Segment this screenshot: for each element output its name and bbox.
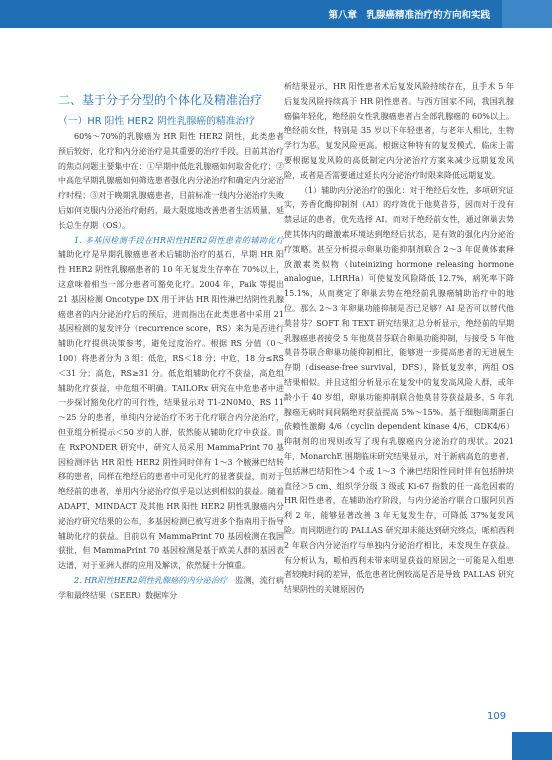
paragraph-3-heading: 2. HR阳性HER2阴性乳腺癌的内分泌治疗: [74, 575, 228, 585]
left-paragraph-3: [58, 574, 284, 604]
left-paragraph-2: [58, 234, 284, 574]
chapter-header-title: 第八章 乳腺癌精准治疗的方向和实践: [328, 10, 490, 21]
header-tab: [502, 0, 552, 28]
corner-block: [512, 732, 552, 760]
right-paragraph-1: 析结果显示，HR 阳性患者术后复发风险持续存在，且手术 5 年后复发风险持续高于 HR 阴性患者。与西方国家不同，我国乳腺癌偏年轻化，绝经前女性乳腺癌患者占全部乳腺癌的 60%以上。绝经前女性，特别是 35 岁以下年轻患者，与老年人相比，生物学行为恶，复发风险更高。根据这种特有的复发模式，临床上需要根据复发风险的高低制定内分泌治疗方案来减少远期复发风险，或者是否需要通过延长内分泌治疗时限来降低远期复发。: [284, 82, 514, 180]
section-title: 二、基于分子分型的个体化及精准治疗: [58, 93, 263, 107]
left-paragraph-1: 60%～70%的乳腺癌为 HR 阳性 HER2 阴性，此类患者预后较好，化疗和内分泌治疗是其重要的治疗手段。目前其治疗的焦点问题主要集中在：①早期中低危乳腺癌如何取舍化疗；②中高危早期乳腺癌如何筛选患者强化内分泌治疗和确定内分泌治疗时程；③对于晚期乳腺癌患者，目前标准一线内分泌治疗失败后如何克服内分泌治疗耐药，最大限度地改善患者生活质量，延长总生存期（OS）。: [58, 132, 284, 230]
paragraph-2-heading: 1. 多基因检测手段在HR阳性HER2阴性患者的辅助化疗: [74, 235, 284, 245]
page-number: 109: [487, 711, 507, 722]
subsection-title: （一）HR 阳性 HER2 阴性乳腺癌的精准治疗: [58, 116, 256, 127]
paragraph-2-body: 辅助化疗是早期乳腺癌患者术后辅助治疗的基石，早期 HR 阳性 HER2 阴性乳腺癌患者的 10 年无复发生存率在 70%以上，这意味着相当一部分患者可豁免化疗。2004 年，Paik 等提出 21 基因检测 Oncotype DX 用于评估 HR 阳性淋巴结阴性乳腺癌患者的内分泌治疗后的预后，进而指出在此类患者中采用 21 基因检测的复发评分（recurrence score，RS）来为是否进行辅助化疗提供决策参考，避免过度治疗。根据 RS 分值（0～100）将患者分为 3 组：低危，RS＜18 分；中危，18 分≤RS＜31 分；高危，RS≥31 分。低危组辅助化疗不获益，高危组辅助化疗获益，中危组不明确。TAILORx 研究在中危患者中进一步探讨豁免化疗的可行性，结果显示对 T1-2N0M0、RS 11～25 分的患者，单纯内分泌治疗不劣于化疗联合内分泌治疗，但亚组分析提示＜50 岁的人群，依然能从辅助化疗中获益。而在 RxPONDER 研究中，研究人员采用 MammaPrint 70 基因检测评估 HR 阳性 HER2 阴性同时伴有 1～3 个腋淋巴结转移的患者，同样在绝经后的患者中可见化疗的显著获益，而对于绝经前的患者，单用内分泌治疗似乎是以达到相似的获益。随着 ADAPT、MINDACT 及其他 HR 阳性 HER2 阴性乳腺癌内分泌治疗研究结果的公布，多基因检测已被写进多个指南用于指导辅助化疗的获益。目前以有 MammaPrint 70 基因检测在我国获批，但 MammaPrint 70 基因检测是基于欧美人群的基因表达谱，对于亚洲人群的应用及解读，依然疑十分慎重。: [58, 250, 284, 571]
left-column: [58, 92, 284, 604]
paragraph-3-body: 监测，流行病学和最终结果（SEER）数据库分: [58, 575, 285, 600]
right-column: [284, 80, 514, 598]
right-paragraph-2: （1）辅助内分泌治疗的强化：对于绝经后女性，多项研究证实，芳香化酶抑制剂（AI）的疗效优于他莫昔芬，因而对于没有禁忌证的患者，优先选择 AI。而对于绝经前女性，通过卵巢去势使其体内的雌激素环境达到绝经后状态，是有效的强化内分泌治疗策略。甚至分析提示卵巢功能抑制剂联合 2～3 年促黄体素释放激素类似物（luteinizing hormone releasing hormone analogue，LHRHa）可使复发风险降低 12.7%，病死率下降 15.1%，从而奠定了卵巢去势在绝经前乳腺癌辅助治疗中的地位。那么 2～3 年卵巢功能抑制是否已足够？AI 是否可以替代他莫昔芬？SOFT 和 TEXT 研究结果汇总分析显示，绝经前的早期乳腺癌患者接受 5 年他莫昔芬联合卵巢功能抑制，与接受 5 年他莫昔芬联合卵巢功能抑制相比，能够进一步提高患者的无进展生存期（disease-free survival，DFS），降低复发率，两组 OS 结果相似。并且这组分析显示在复发中的复发高风险人群，或年龄小于 40 岁组，卵巢功能抑制联合他莫昔芬获益最多，5 年乳腺癌无病时间间隔绝对获益提高 5%～15%。基于细胞周期蛋白依赖性激酶 4/6（cyclin dependent kinase 4/6，CDK4/6）抑制剂的出现则改写了现有乳腺癌内分泌治疗的现状。2021 年，MonarchE 围期临床研究结果显示，对于新病高危的患者，包括淋巴结阳性＞4 个或 1～3 个淋巴结阳性同时伴有包括肿块直径＞5 cm、组织学分级 3 级或 Ki-67 指数的任一高危因素的 HR 阳性患者，在辅助治疗阶段，与内分泌治疗联合口服阿贝西利 2 年，能够显著改善 3 年无复发生存，可降低 37%复发风险。而同期进行的 PALLAS 研究却未能达到研究终点，哌柏西利 2 年联合内分泌治疗与单独内分泌治疗相比，未发现生存获益。有分析认为，哌柏西利未带来明显获益的原因之一可能是入组患者较晚时间的差异，低危患者比例较高是否是导致 PALLAS 研究结果阴性的关键原因仍: [284, 185, 514, 595]
